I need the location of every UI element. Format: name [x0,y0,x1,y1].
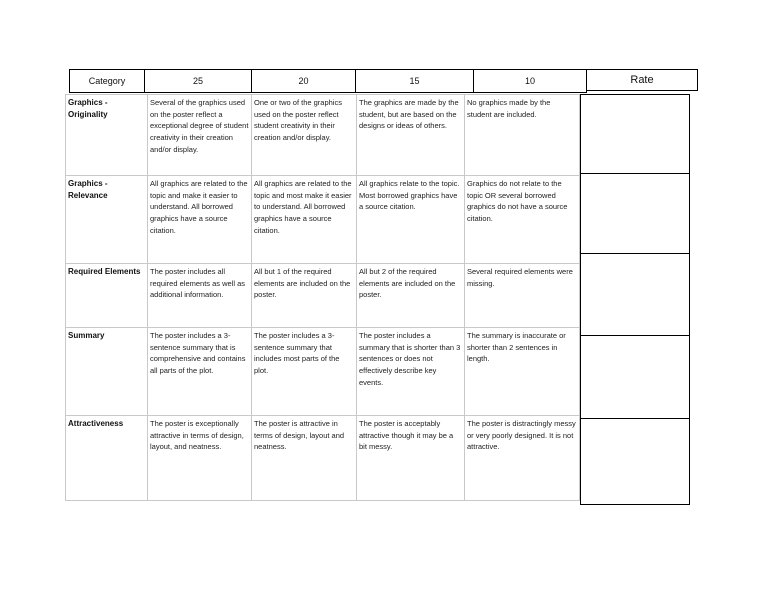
score-cell: Graphics do not relate to the topic OR several borrowed graphics do not have a source citation. [467,179,568,223]
rate-box[interactable] [580,254,690,336]
rate-column [580,94,690,505]
score-cell: The poster includes a 3-sentence summary that is comprehensive and contains all parts of the plot. [148,328,252,415]
header-category: Category [70,70,145,92]
score-cell: One or two of the graphics used on the poster reflect student creativity in their creation and/or display. [252,95,357,175]
score-cell: The poster is attractive in terms of design, layout and neatness. [252,416,357,500]
header-rate: Rate [586,69,698,91]
score-cell: Several of the graphics used on the poster reflect a exceptional degree of student creativity in their creation and/or display. [148,95,252,175]
score-cell: The graphics are made by the student, but are based on the designs or ideas of others. [357,95,465,175]
score-cell: No graphics made by the student are included. [467,98,551,119]
table-row [66,95,579,176]
category-cell: Graphics - Originality [66,95,148,175]
header-score-20: 20 [252,70,356,92]
table-row [66,328,579,416]
rate-box[interactable] [580,94,690,174]
rate-box[interactable] [580,336,690,419]
rubric-table [65,94,580,501]
score-cell: The summary is inaccurate or shorter than 2 sentences in length. [467,331,566,364]
header-score-15: 15 [356,70,474,92]
rubric-header-row [69,69,587,93]
score-cell: The poster is exceptionally attractive in terms of design, layout, and neatness. [148,416,252,500]
category-cell: Graphics - Relevance [66,176,148,263]
score-cell: Several required elements were missing. [467,267,573,288]
score-cell: All graphics are related to the topic and most make it easier to understand. All borrowed graphics have a source citation. [252,176,357,263]
category-cell: Required Elements [66,264,148,327]
category-cell: Attractiveness [66,416,148,500]
score-cell: The poster is acceptably attractive though it may be a bit messy. [357,416,465,500]
header-score-10: 10 [524,76,535,86]
rate-box[interactable] [580,419,690,505]
header-score-25: 25 [145,70,252,92]
score-cell: All graphics relate to the topic. Most borrowed graphics have a source citation. [357,176,465,263]
table-row [66,416,579,500]
score-cell: All graphics are related to the topic and make it easier to understand. All borrowed graphics have a source citation. [148,176,252,263]
table-row [66,176,579,264]
rate-box[interactable] [580,174,690,254]
score-cell: The poster includes a summary that is shorter than 3 sentences or does not effectively describe key events. [357,328,465,415]
score-cell: All but 2 of the required elements are included on the poster. [357,264,465,327]
category-cell: Summary [66,328,148,415]
score-cell: The poster is distractingly messy or very poorly designed. It is not attractive. [467,419,576,452]
score-cell: The poster includes a 3-sentence summary that includes most parts of the plot. [252,328,357,415]
score-cell: The poster includes all required elements as well as additional information. [148,264,252,327]
score-cell: All but 1 of the required elements are included on the poster. [252,264,357,327]
table-row [66,264,579,328]
